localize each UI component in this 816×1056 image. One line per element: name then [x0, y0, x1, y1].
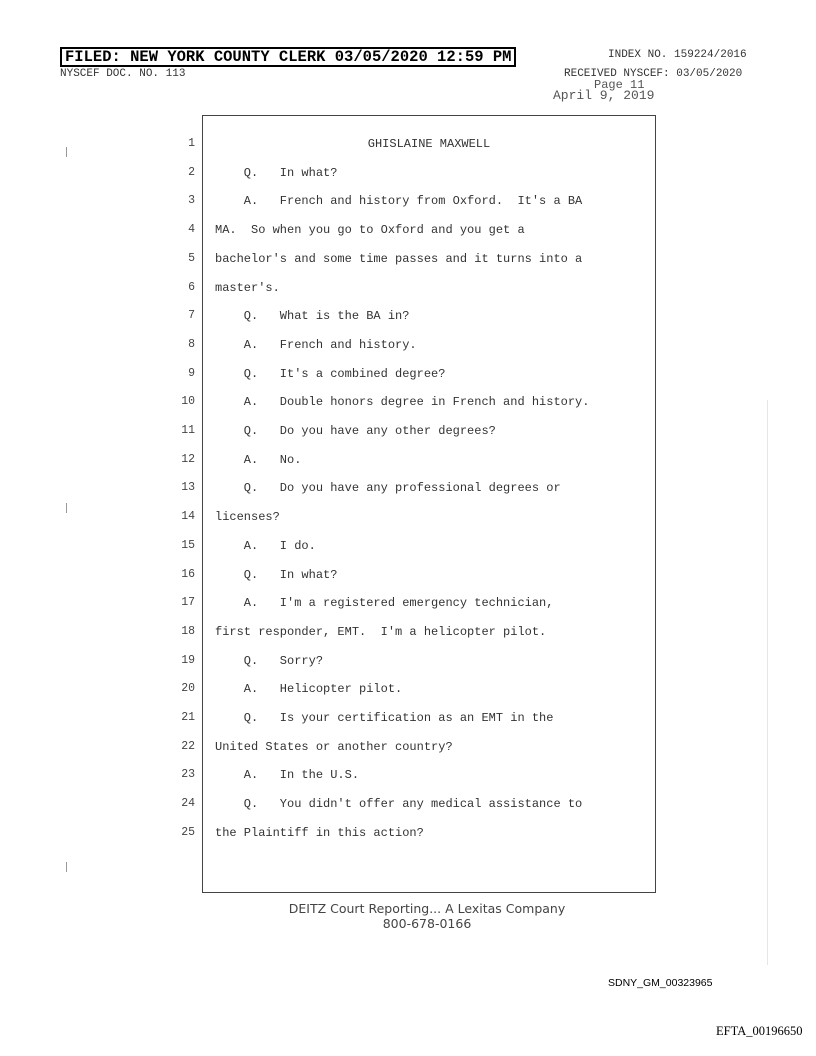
- line-text: Q. Do you have any other degrees?: [215, 424, 496, 438]
- line-number: 9: [188, 366, 195, 380]
- line-text: Q. Sorry?: [215, 653, 324, 668]
- line-text: A. French and history.: [215, 337, 417, 352]
- line-number: 25: [181, 825, 195, 839]
- line-text: Q. What is the BA in?: [215, 309, 410, 324]
- filed-stamp: FILED: NEW YORK COUNTY CLERK 03/05/2020 12:59 PM: [60, 47, 516, 67]
- line-text: Q. It's a combined degree?: [215, 366, 446, 381]
- line-text: the Plaintiff in this action?: [215, 825, 424, 840]
- line-text: master's.: [215, 280, 280, 295]
- reporter-footer: [200, 901, 654, 931]
- transcript-line: [181, 652, 655, 672]
- scan-edge-line: [767, 400, 768, 965]
- transcript-line: [188, 250, 655, 270]
- line-text: GHISLAINE MAXWELL: [367, 137, 491, 151]
- line-text: Q. You didn't offer any medical assistance to: [215, 797, 583, 812]
- margin-mark: [66, 862, 67, 872]
- line-text: A. Helicopter pilot.: [215, 682, 403, 697]
- line-text: first responder, EMT. I'm a helicopter pilot.: [215, 624, 547, 639]
- transcript-line: [181, 766, 655, 786]
- line-number: 14: [181, 510, 195, 524]
- transcript-line: [188, 192, 655, 212]
- line-number: 13: [181, 481, 195, 495]
- line-number: 3: [188, 194, 195, 208]
- line-text: United States or another country?: [215, 739, 453, 754]
- transcript-line: [188, 336, 655, 356]
- transcript-line: [181, 680, 655, 700]
- transcript-line: [181, 795, 655, 815]
- transcript-line: [181, 566, 655, 586]
- line-number: 21: [181, 711, 195, 724]
- line-number: 1: [188, 137, 195, 150]
- line-text: A. French and history from Oxford. It's a BA: [215, 194, 583, 209]
- line-number: 24: [181, 797, 195, 811]
- transcript-line: [181, 824, 655, 844]
- line-number: 2: [188, 165, 195, 179]
- reporter-phone: 800-678-0166: [382, 916, 472, 931]
- line-text: MA. So when you go to Oxford and you get a: [215, 223, 525, 238]
- line-number: 10: [181, 395, 195, 409]
- line-number: 5: [188, 251, 195, 265]
- line-number: 15: [181, 538, 195, 552]
- line-text: A. I'm a registered emergency technician,: [215, 596, 554, 611]
- transcript-line: [181, 393, 655, 413]
- line-number: 7: [188, 309, 195, 323]
- transcript-line: [181, 623, 655, 643]
- line-number: 12: [181, 452, 195, 466]
- line-text: licenses?: [215, 510, 280, 525]
- transcript-line: [181, 508, 655, 528]
- line-number: 18: [181, 624, 195, 638]
- line-number: 8: [188, 337, 195, 351]
- efta-number: EFTA_00196650: [716, 1024, 803, 1038]
- line-number: 6: [188, 280, 195, 294]
- margin-mark: [66, 147, 67, 157]
- line-text: bachelor's and some time passes and it turns into a: [215, 251, 583, 266]
- line-number: 20: [181, 682, 195, 696]
- line-number: 22: [181, 739, 195, 753]
- line-text: Q. In what?: [215, 165, 338, 180]
- margin-mark: [66, 503, 67, 513]
- transcript-line: [181, 422, 655, 442]
- transcript-line: [188, 307, 655, 327]
- line-text: Q. Do you have any professional degrees or: [215, 481, 561, 496]
- transcript-line: [188, 279, 655, 299]
- transcript-line: [181, 709, 655, 729]
- transcript-line: [181, 451, 655, 471]
- transcript-line: [181, 594, 655, 614]
- transcript-box: [181, 115, 656, 893]
- line-number: 4: [188, 223, 195, 237]
- reporter-name: DEITZ Court Reporting... A Lexitas Company: [288, 901, 566, 916]
- line-number: 11: [181, 424, 195, 437]
- transcript-line: [188, 135, 655, 155]
- bates-number: SDNY_GM_00323965: [608, 977, 713, 989]
- line-text: A. No.: [215, 452, 302, 467]
- index-number: INDEX NO. 159224/2016: [608, 49, 747, 61]
- line-text: Q. Is your certification as an EMT in the: [215, 711, 554, 725]
- line-text: A. In the U.S.: [215, 768, 360, 783]
- line-number: 16: [181, 567, 195, 581]
- transcript-line: [188, 164, 655, 184]
- page-number: Page 11: [594, 78, 645, 92]
- line-text: A. Double honors degree in French and history.: [215, 395, 590, 410]
- transcript-line: [181, 738, 655, 758]
- nyscef-doc-number: NYSCEF DOC. NO. 113: [60, 68, 186, 80]
- received-stamp: RECEIVED NYSCEF: 03/05/2020: [564, 68, 743, 80]
- line-number: 19: [181, 653, 195, 667]
- transcript-line: [181, 537, 655, 557]
- line-number: 23: [181, 768, 195, 782]
- transcript-line: [188, 365, 655, 385]
- line-text: Q. In what?: [215, 567, 338, 582]
- transcript-line: [188, 221, 655, 241]
- line-text: A. I do.: [215, 538, 316, 553]
- line-number: 17: [181, 596, 195, 610]
- transcript-line: [181, 479, 655, 499]
- deposition-date: April 9, 2019: [553, 88, 655, 103]
